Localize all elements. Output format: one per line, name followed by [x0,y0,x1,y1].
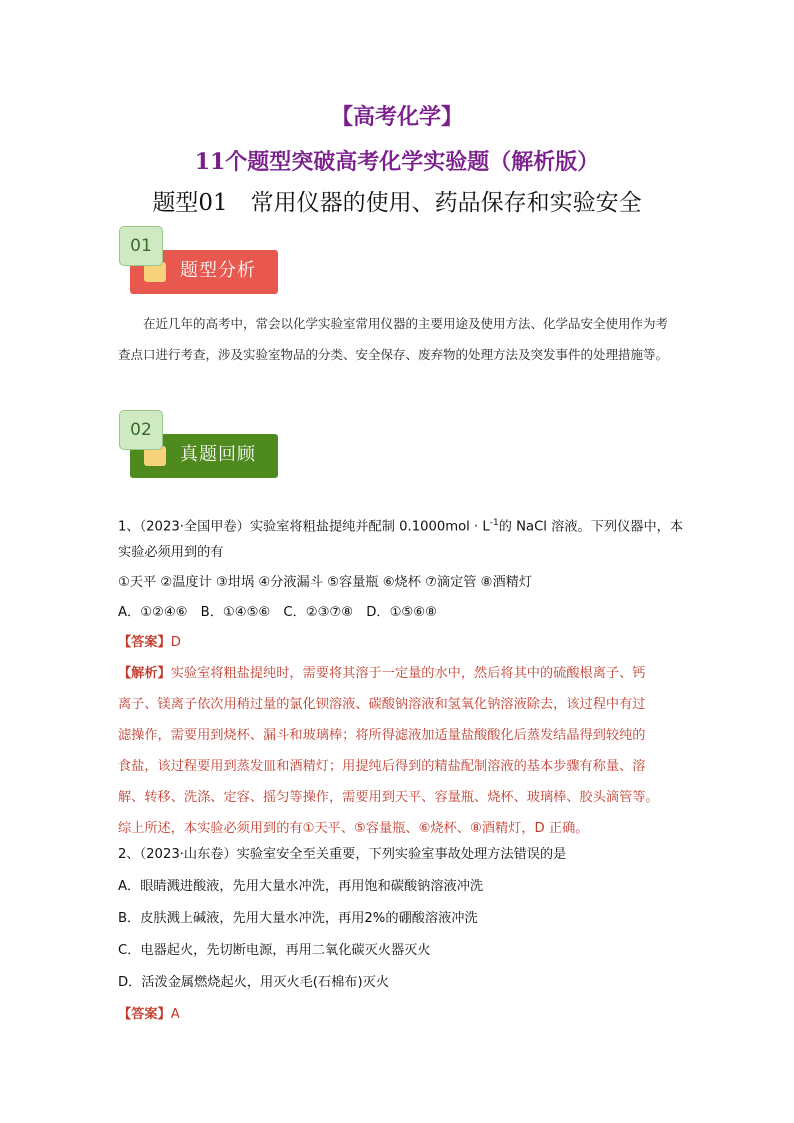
answer-value: D [170,635,181,650]
section-badge-analysis [130,236,278,294]
expl-label: 【解析】 [118,666,171,681]
expl-line: 离子、镁离子依次用稍过量的氯化钡溶液、碳酸钠溶液和氢氧化钠溶液除去，该过程中有过 [118,697,646,712]
expl-line: 滤操作，需要用到烧杯、漏斗和玻璃棒；将所得滤液加适量盐酸酸化后蒸发结晶得到较纯的 [118,728,646,743]
doc-tag: 【高考化学】 [330,104,463,130]
answer-label: 【答案】 [118,635,171,650]
badge-label: 题型分析 [180,260,256,281]
answer-label: 【答案】 [118,1007,171,1022]
q1-explanation [118,658,688,844]
q2-option-d: D．活泼金属燃烧起火，用灭火毛(石棉布)灭火 [118,975,390,990]
doc-title: 题型01 常用仪器的使用、药品保存和实验安全 [152,190,642,216]
q2-answer [118,1000,688,1030]
expl-line: 解、转移、洗涤、定容、摇匀等操作，需要用到天平、容量瓶、烧杯、玻璃棒、胶头滴管等。 [118,790,659,805]
q1-stem-part-b: 的 NaCl 溶液。下列仪器中，本 [498,519,684,535]
q2-stem: 2、（2023·山东卷）实验室安全至关重要，下列实验室事故处理方法错误的是 [118,847,567,862]
expl-line: 综上所述，本实验必须用到的有①天平、⑤容量瓶、⑥烧杯、⑧酒精灯，D 正确。 [118,821,589,836]
q2-option-a: A．眼睛溅进酸液，先用大量水冲洗，再用饱和碳酸钠溶液冲洗 [118,879,484,894]
expl-line: 食盐，该过程要用到蒸发皿和酒精灯；用提纯后得到的精盐配制溶液的基本步骤有称量、溶 [118,759,646,774]
badge-number: 01 [119,226,163,266]
section-badge-review [130,420,278,478]
q2-option-c: C．电器起火，先切断电源，再用二氧化碳灭火器灭火 [118,943,431,958]
expl-text: 实验室将粗盐提纯时，需要将其溶于一定量的水中，然后将其中的硫酸根离子、钙 [170,666,646,681]
badge-number: 02 [119,410,163,450]
q1-stem-superscript: -1 [489,518,499,528]
q1-options: A．①②④⑥ B．①④⑤⑥ C．②③⑦⑧ D．①⑤⑥⑧ [118,605,437,620]
expl-line [118,658,688,689]
answer-value: A [170,1007,180,1022]
badge-label: 真题回顾 [180,444,256,465]
q2-option-b: B．皮肤溅上碱液，先用大量水冲洗，再用2%的硼酸溶液冲洗 [118,911,478,926]
q1-answer [118,628,688,658]
q1-stem-line2: 实验必须用到的有 [118,545,224,560]
q1-items: ①天平 ②温度计 ③坩埚 ④分液漏斗 ⑤容量瓶 ⑥烧杯 ⑦滴定管 ⑧酒精灯 [118,575,533,590]
doc-subtitle: 11个题型突破高考化学实验题（解析版） [194,149,600,175]
q1-stem-part-a: 1、（2023·全国甲卷）实验室将粗盐提纯并配制 0.1000mol · L [118,519,490,535]
intro-paragraph: 在近几年的高考中，常会以化学实验室常用仪器的主要用途及使用方法、化学品安全使用作为考查点口进行考查，涉及实验室物品的分类、安全保存、废弃物的处理方法及突发事件的处理措施等。 [118,316,669,362]
